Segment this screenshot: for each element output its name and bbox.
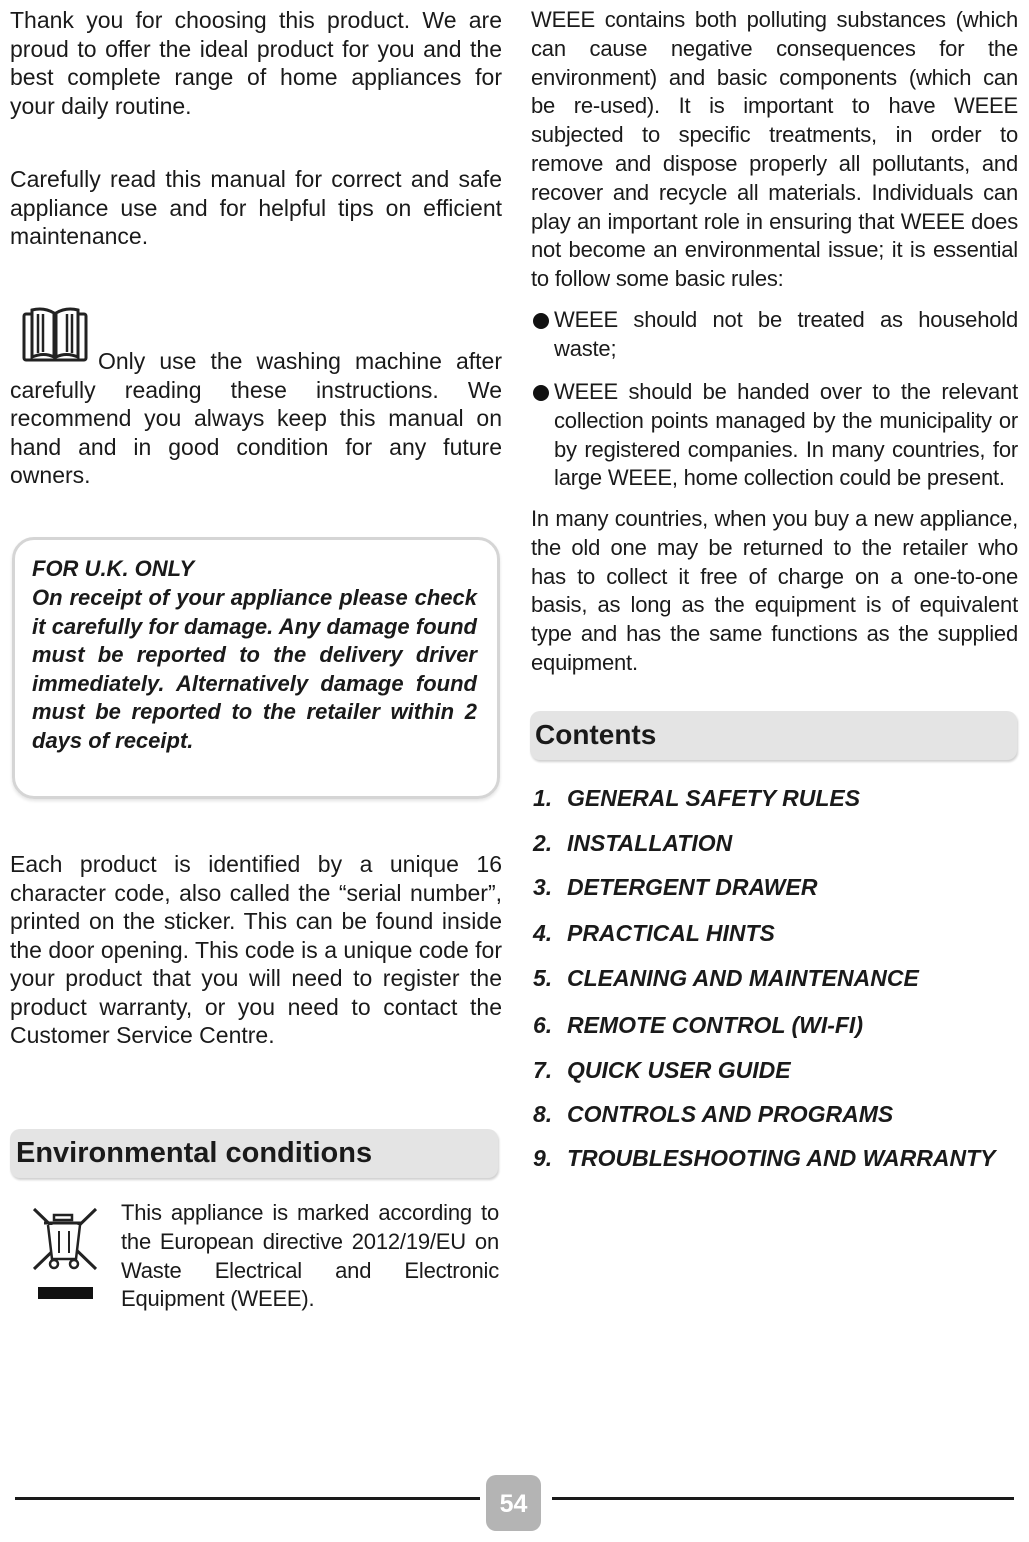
bullet-text: WEEE should not be treated as household waste; bbox=[554, 307, 1018, 361]
toc-number: 8. bbox=[533, 1101, 553, 1127]
return-policy-paragraph: In many countries, when you buy a new appliance, the old one may be returned to the retailer who has to collect it free of charge on a one-to-one basis, as long as the equipment is of equivalent type and has the same functions as the supplied equipment. bbox=[531, 506, 1018, 675]
toc-number: 7. bbox=[533, 1057, 553, 1083]
serial-paragraph: Each product is identified by a unique 16 character code, also called the “serial number”, printed on the sticker. This can be found inside the door opening. This code is a unique code for your product that you will need to register the product warranty, or you need to contact the Customer Service Centre. bbox=[10, 851, 502, 1048]
bullet-icon bbox=[533, 313, 549, 329]
toc-item[interactable] bbox=[533, 1144, 995, 1172]
environment-heading-bar bbox=[10, 1129, 498, 1178]
list-item bbox=[531, 306, 1018, 364]
weee-intro bbox=[121, 1199, 499, 1314]
contents-heading: Contents bbox=[535, 719, 657, 750]
environment-heading: Environmental conditions bbox=[16, 1137, 373, 1169]
footer-divider-left bbox=[15, 1497, 480, 1500]
toc-number: 6. bbox=[533, 1012, 553, 1038]
toc-label: TROUBLESHOOTING AND WARRANTY bbox=[567, 1145, 996, 1171]
toc-item[interactable] bbox=[533, 919, 775, 947]
toc-item[interactable] bbox=[533, 964, 919, 992]
toc-item[interactable] bbox=[533, 784, 860, 812]
toc-number: 5. bbox=[533, 965, 553, 991]
toc-label: GENERAL SAFETY RULES bbox=[567, 785, 861, 811]
toc-item[interactable] bbox=[533, 829, 732, 857]
footer-divider-right bbox=[552, 1497, 1014, 1500]
weee-intro-text: This appliance is marked according to the European directive 2012/19/EU on Waste Electrical and Electronic Equipment (WEEE). bbox=[121, 1200, 499, 1312]
toc-number: 2. bbox=[533, 830, 553, 856]
list-item bbox=[531, 378, 1018, 493]
uk-notice-text: On receipt of your appliance please check it carefully for damage. Any damage found must be reported to the delivery driver immediately. Alternatively damage found must be reported to the retailer within 2 days of receipt. bbox=[32, 585, 477, 753]
toc-item[interactable] bbox=[533, 1056, 791, 1084]
toc-label: QUICK USER GUIDE bbox=[567, 1057, 791, 1083]
weee-details-section bbox=[531, 6, 1018, 294]
toc-number: 4. bbox=[533, 920, 553, 946]
toc-item[interactable] bbox=[533, 873, 817, 901]
uk-notice-box bbox=[12, 537, 500, 799]
book-notice-paragraph: Only use the washing machine after carefully reading these instructions. We recommend you always keep this manual on hand and in good condition for any future owners. bbox=[10, 348, 502, 488]
crossed-bin-icon bbox=[30, 1207, 100, 1307]
bullet-icon bbox=[533, 385, 549, 401]
toc-item[interactable] bbox=[533, 1011, 863, 1039]
uk-notice-title: FOR U.K. ONLY bbox=[32, 556, 195, 581]
read-manual-section bbox=[10, 165, 502, 251]
intro-section bbox=[10, 6, 502, 120]
toc-item[interactable] bbox=[533, 1100, 893, 1128]
weee-details-paragraph: WEEE contains both polluting substances (which can cause negative consequences for the environment) and basic components (which can be re-used). It is important to have WEEE subjected to specific treatments, in order to remove and dispose properly all pollutants, and recover and recycle all materials. Individuals can play an important role in ensuring that WEEE does not become an environmental issue; it is essential to follow some basic rules: bbox=[531, 7, 1018, 292]
toc-label: CLEANING AND MAINTENANCE bbox=[567, 965, 919, 991]
toc-label: CONTROLS AND PROGRAMS bbox=[567, 1101, 894, 1127]
toc-number: 3. bbox=[533, 874, 553, 900]
toc-label: INSTALLATION bbox=[567, 830, 733, 856]
page-number: 54 bbox=[486, 1475, 541, 1531]
bullet-text: WEEE should be handed over to the relevant collection points managed by the municipality or by registered companies. In many countries, for large WEEE, home collection could be present. bbox=[554, 379, 1018, 491]
toc-number: 9. bbox=[533, 1145, 553, 1171]
toc-label: PRACTICAL HINTS bbox=[567, 920, 775, 946]
toc-label: DETERGENT DRAWER bbox=[567, 874, 818, 900]
serial-section bbox=[10, 850, 502, 1050]
intro-paragraph: Thank you for choosing this product. We are proud to offer the ideal product for you and the best complete range of home appliances for your daily routine. bbox=[10, 7, 502, 119]
toc-label: REMOTE CONTROL (WI-FI) bbox=[567, 1012, 863, 1038]
return-policy-section bbox=[531, 505, 1018, 678]
contents-heading-bar bbox=[530, 711, 1017, 760]
read-manual-paragraph: Carefully read this manual for correct and safe appliance use and for helpful tips on efficient maintenance. bbox=[10, 166, 502, 249]
toc-number: 1. bbox=[533, 785, 553, 811]
